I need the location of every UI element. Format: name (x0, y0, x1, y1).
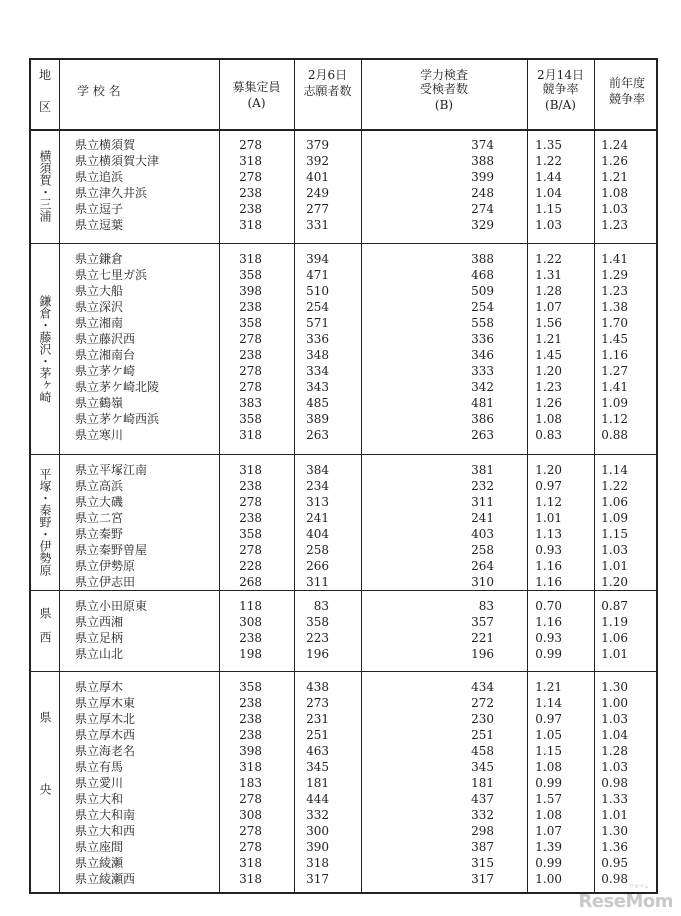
prev-ratio-value: 1.15 (601, 527, 628, 541)
header-region-2: 区 (38, 100, 51, 114)
group-divider (31, 454, 656, 455)
prev-ratio-value: 1.03 (601, 760, 628, 774)
capacity-value: 183 (239, 776, 262, 790)
school-name: 県立湘南台 (75, 348, 136, 362)
examinees-value: 374 (471, 138, 494, 152)
prev-ratio-value: 1.01 (601, 647, 628, 661)
capacity-value: 398 (239, 744, 262, 758)
capacity-value: 318 (239, 218, 262, 232)
capacity-value: 308 (239, 615, 262, 629)
examinees-value: 481 (471, 396, 494, 410)
examinees-value: 509 (471, 284, 494, 298)
examinees-value: 274 (471, 202, 494, 216)
school-name: 県立綾瀬 (75, 856, 124, 870)
capacity-value: 278 (239, 840, 262, 854)
school-name: 県立茅ケ崎 (75, 364, 136, 378)
capacity-value: 238 (239, 300, 262, 314)
school-name: 県立大磯 (75, 495, 124, 509)
prev-ratio-value: 1.36 (601, 840, 628, 854)
applicants-value: 336 (306, 332, 329, 346)
prev-ratio-value: 1.12 (601, 412, 628, 426)
region-label: 平塚・秦野・伊勢原 (38, 468, 52, 576)
group-divider (31, 671, 656, 672)
capacity-value: 358 (239, 680, 262, 694)
capacity-value: 383 (239, 396, 262, 410)
ratio-value: 1.22 (535, 154, 562, 168)
school-name: 県立平塚江南 (75, 463, 148, 477)
ratio-value: 1.01 (535, 511, 562, 525)
applicants-value: 358 (306, 615, 329, 629)
capacity-value: 278 (239, 380, 262, 394)
ratio-value: 1.26 (535, 396, 562, 410)
school-name: 県立横須賀 (75, 138, 136, 152)
ratio-value: 1.05 (535, 728, 562, 742)
applicants-value: 318 (306, 856, 329, 870)
ratio-value: 1.56 (535, 316, 562, 330)
column-divider (219, 60, 220, 892)
capacity-value: 238 (239, 712, 262, 726)
ratio-value: 1.07 (535, 300, 562, 314)
applicants-value: 571 (306, 316, 329, 330)
school-name: 県立大船 (75, 284, 124, 298)
examinees-value: 258 (471, 543, 494, 557)
watermark-caption: リセマム (629, 884, 649, 890)
prev-ratio-value: 1.03 (601, 202, 628, 216)
applicants-value: 317 (306, 872, 329, 886)
column-divider (361, 60, 362, 892)
header-ratio-1: 2月14日 (537, 68, 584, 82)
applicants-value: 348 (306, 348, 329, 362)
capacity-value: 238 (239, 479, 262, 493)
header-ratio-2: 競争率 (542, 82, 579, 96)
ratio-value: 1.08 (535, 760, 562, 774)
prev-ratio-value: 1.70 (601, 316, 628, 330)
prev-ratio-value: 1.00 (601, 696, 628, 710)
prev-ratio-value: 1.01 (601, 559, 628, 573)
school-name: 県立二宮 (75, 511, 124, 525)
capacity-value: 198 (239, 647, 262, 661)
examinees-value: 388 (471, 252, 494, 266)
applicants-value: 485 (306, 396, 329, 410)
capacity-value: 238 (239, 511, 262, 525)
capacity-value: 278 (239, 138, 262, 152)
capacity-value: 118 (239, 599, 262, 613)
applicants-value: 331 (306, 218, 329, 232)
prev-ratio-value: 1.06 (601, 631, 628, 645)
school-name: 県立鶴嶺 (75, 396, 124, 410)
capacity-value: 238 (239, 728, 262, 742)
applicants-value: 438 (306, 680, 329, 694)
examinees-value: 458 (471, 744, 494, 758)
region-label: 県央 (38, 710, 52, 855)
examinees-value: 241 (471, 511, 494, 525)
examinees-value: 468 (471, 268, 494, 282)
examinees-value: 387 (471, 840, 494, 854)
ratio-value: 1.14 (535, 696, 562, 710)
applicants-value: 394 (306, 252, 329, 266)
examinees-value: 310 (471, 575, 494, 589)
school-name: 県立愛川 (75, 776, 124, 790)
prev-ratio-value: 1.20 (601, 575, 628, 589)
examinees-value: 388 (471, 154, 494, 168)
school-name: 県立茅ケ崎西浜 (75, 412, 160, 426)
school-name: 県立大和 (75, 792, 124, 806)
capacity-value: 278 (239, 824, 262, 838)
capacity-value: 318 (239, 463, 262, 477)
header-capacity-2: (A) (247, 96, 266, 110)
applicants-value: 463 (306, 744, 329, 758)
ratio-value: 0.83 (535, 428, 562, 442)
school-name: 県立寒川 (75, 428, 124, 442)
applicants-value: 263 (306, 428, 329, 442)
capacity-value: 238 (239, 202, 262, 216)
prev-ratio-value: 1.09 (601, 396, 628, 410)
school-name: 県立秦野曽屋 (75, 543, 148, 557)
applicants-value: 332 (306, 808, 329, 822)
prev-ratio-value: 1.09 (601, 511, 628, 525)
examinees-value: 83 (478, 599, 494, 613)
examinees-value: 336 (471, 332, 494, 346)
prev-ratio-value: 1.24 (601, 138, 628, 152)
examinees-value: 342 (471, 380, 494, 394)
applicants-value: 334 (306, 364, 329, 378)
ratio-value: 0.93 (535, 631, 562, 645)
prev-ratio-value: 1.14 (601, 463, 628, 477)
ratio-value: 1.22 (535, 252, 562, 266)
ratio-value: 1.00 (535, 872, 562, 886)
examinees-value: 248 (471, 186, 494, 200)
prev-ratio-value: 1.03 (601, 543, 628, 557)
capacity-value: 278 (239, 332, 262, 346)
examinees-value: 181 (471, 776, 494, 790)
prev-ratio-value: 1.45 (601, 332, 628, 346)
prev-ratio-value: 1.33 (601, 792, 628, 806)
capacity-value: 358 (239, 412, 262, 426)
applicants-value: 313 (306, 495, 329, 509)
capacity-value: 318 (239, 856, 262, 870)
applicants-value: 510 (306, 284, 329, 298)
applicants-value: 181 (306, 776, 329, 790)
applicants-value: 384 (306, 463, 329, 477)
school-name: 県立有馬 (75, 760, 124, 774)
ratio-value: 1.21 (535, 332, 562, 346)
school-name: 県立綾瀬西 (75, 872, 136, 886)
school-name: 県立伊志田 (75, 575, 136, 589)
ratio-value: 0.99 (535, 776, 562, 790)
examinees-value: 357 (471, 615, 494, 629)
region-label: 鎌倉・藤沢・茅ヶ崎 (38, 294, 52, 403)
capacity-value: 318 (239, 428, 262, 442)
column-divider (294, 60, 295, 892)
school-name: 県立厚木 (75, 680, 124, 694)
prev-ratio-value: 0.95 (601, 856, 628, 870)
region-label: 横須賀・三浦 (38, 150, 52, 222)
ratio-value: 1.39 (535, 840, 562, 854)
applicants-value: 345 (306, 760, 329, 774)
region-label: 県西 (38, 606, 52, 655)
applicants-value: 444 (306, 792, 329, 806)
capacity-value: 238 (239, 348, 262, 362)
examinees-value: 232 (471, 479, 494, 493)
school-name: 県立大和西 (75, 824, 136, 838)
prev-ratio-value: 0.87 (601, 599, 628, 613)
school-name: 県立鎌倉 (75, 252, 124, 266)
examinees-value: 332 (471, 808, 494, 822)
applicants-value: 254 (306, 300, 329, 314)
capacity-value: 358 (239, 527, 262, 541)
capacity-value: 308 (239, 808, 262, 822)
prev-ratio-value: 1.01 (601, 808, 628, 822)
examinees-value: 264 (471, 559, 494, 573)
applicants-value: 266 (306, 559, 329, 573)
ratio-value: 1.45 (535, 348, 562, 362)
school-name: 県立西湘 (75, 615, 124, 629)
header-examinees-3: (B) (434, 98, 454, 112)
prev-ratio-value: 1.16 (601, 348, 628, 362)
school-name: 県立山北 (75, 647, 124, 661)
applicants-value: 251 (306, 728, 329, 742)
ratio-value: 1.57 (535, 792, 562, 806)
header-ratio-3: (B/A) (545, 98, 576, 112)
capacity-value: 228 (239, 559, 262, 573)
applicants-value: 223 (306, 631, 329, 645)
school-name: 県立秦野 (75, 527, 124, 541)
examinees-value: 437 (471, 792, 494, 806)
school-name: 県立厚木北 (75, 712, 136, 726)
prev-ratio-value: 0.88 (601, 428, 628, 442)
applicants-value: 471 (306, 268, 329, 282)
watermark-logo: ReseMom (578, 891, 673, 912)
school-name: 県立厚木東 (75, 696, 136, 710)
capacity-value: 318 (239, 872, 262, 886)
examinees-value: 399 (471, 170, 494, 184)
group-divider (31, 590, 656, 591)
prev-ratio-value: 1.21 (601, 170, 628, 184)
ratio-value: 0.99 (535, 647, 562, 661)
examinees-value: 346 (471, 348, 494, 362)
applicants-value: 258 (306, 543, 329, 557)
ratio-value: 0.70 (535, 599, 562, 613)
examinees-value: 317 (471, 872, 494, 886)
prev-ratio-value: 1.28 (601, 744, 628, 758)
prev-ratio-value: 1.41 (601, 252, 628, 266)
prev-ratio-value: 1.30 (601, 680, 628, 694)
group-divider (31, 243, 656, 244)
header-region-1: 地 (38, 68, 51, 82)
prev-ratio-value: 1.04 (601, 728, 628, 742)
capacity-value: 268 (239, 575, 262, 589)
capacity-value: 358 (239, 268, 262, 282)
prev-ratio-value: 1.19 (601, 615, 628, 629)
applicants-value: 389 (306, 412, 329, 426)
ratio-value: 1.07 (535, 824, 562, 838)
examinees-value: 221 (471, 631, 494, 645)
applicants-value: 231 (306, 712, 329, 726)
applicants-value: 249 (306, 186, 329, 200)
capacity-value: 278 (239, 495, 262, 509)
applicants-value: 300 (306, 824, 329, 838)
school-name: 県立座間 (75, 840, 124, 854)
applicants-value: 277 (306, 202, 329, 216)
ratio-value: 1.04 (535, 186, 562, 200)
header-applicants-2: 志願者数 (303, 84, 352, 98)
school-name: 県立追浜 (75, 170, 124, 184)
header-school: 学 校 名 (77, 84, 121, 98)
examinees-value: 558 (471, 316, 494, 330)
applicants-value: 392 (306, 154, 329, 168)
prev-ratio-value: 1.30 (601, 824, 628, 838)
school-name: 県立大和南 (75, 808, 136, 822)
applicants-value: 379 (306, 138, 329, 152)
applicants-value: 273 (306, 696, 329, 710)
school-name: 県立深沢 (75, 300, 124, 314)
examinees-value: 386 (471, 412, 494, 426)
examinees-value: 230 (471, 712, 494, 726)
ratio-value: 0.97 (535, 712, 562, 726)
ratio-value: 0.97 (535, 479, 562, 493)
examinees-value: 196 (471, 647, 494, 661)
capacity-value: 318 (239, 154, 262, 168)
results-table (29, 58, 658, 894)
ratio-value: 0.93 (535, 543, 562, 557)
capacity-value: 238 (239, 696, 262, 710)
examinees-value: 329 (471, 218, 494, 232)
examinees-value: 251 (471, 728, 494, 742)
school-name: 県立逗葉 (75, 218, 124, 232)
applicants-value: 401 (306, 170, 329, 184)
capacity-value: 318 (239, 252, 262, 266)
ratio-value: 1.35 (535, 138, 562, 152)
ratio-value: 1.23 (535, 380, 562, 394)
header-prev-1: 前年度 (608, 76, 645, 90)
prev-ratio-value: 1.29 (601, 268, 628, 282)
header-applicants-1: 2月6日 (307, 68, 348, 82)
examinees-value: 315 (471, 856, 494, 870)
prev-ratio-value: 1.08 (601, 186, 628, 200)
examinees-value: 311 (471, 495, 494, 509)
column-divider (527, 60, 528, 892)
header-capacity-1: 募集定員 (232, 80, 281, 94)
examinees-value: 403 (471, 527, 494, 541)
examinees-value: 298 (471, 824, 494, 838)
prev-ratio-value: 1.03 (601, 712, 628, 726)
examinees-value: 345 (471, 760, 494, 774)
school-name: 県立津久井浜 (75, 186, 148, 200)
school-name: 県立湘南 (75, 316, 124, 330)
prev-ratio-value: 1.26 (601, 154, 628, 168)
ratio-value: 1.15 (535, 744, 562, 758)
school-name: 県立足柄 (75, 631, 124, 645)
capacity-value: 238 (239, 631, 262, 645)
column-divider (59, 60, 60, 892)
prev-ratio-value: 1.22 (601, 479, 628, 493)
applicants-value: 234 (306, 479, 329, 493)
capacity-value: 278 (239, 364, 262, 378)
school-name: 県立茅ケ崎北陵 (75, 380, 160, 394)
applicants-value: 343 (306, 380, 329, 394)
ratio-value: 1.31 (535, 268, 562, 282)
ratio-value: 1.44 (535, 170, 562, 184)
examinees-value: 254 (471, 300, 494, 314)
capacity-value: 398 (239, 284, 262, 298)
prev-ratio-value: 1.06 (601, 495, 628, 509)
school-name: 県立逗子 (75, 202, 124, 216)
school-name: 県立海老名 (75, 744, 136, 758)
examinees-value: 263 (471, 428, 494, 442)
prev-ratio-value: 1.27 (601, 364, 628, 378)
ratio-value: 1.12 (535, 495, 562, 509)
applicants-value: 390 (306, 840, 329, 854)
ratio-value: 1.16 (535, 575, 562, 589)
school-name: 県立高浜 (75, 479, 124, 493)
ratio-value: 0.99 (535, 856, 562, 870)
school-name: 県立伊勢原 (75, 559, 136, 573)
capacity-value: 358 (239, 316, 262, 330)
examinees-value: 381 (471, 463, 494, 477)
examinees-value: 272 (471, 696, 494, 710)
capacity-value: 238 (239, 186, 262, 200)
capacity-value: 278 (239, 543, 262, 557)
prev-ratio-value: 1.23 (601, 218, 628, 232)
applicants-value: 404 (306, 527, 329, 541)
ratio-value: 1.08 (535, 412, 562, 426)
prev-ratio-value: 1.38 (601, 300, 628, 314)
ratio-value: 1.20 (535, 364, 562, 378)
capacity-value: 278 (239, 170, 262, 184)
ratio-value: 1.13 (535, 527, 562, 541)
prev-ratio-value: 1.41 (601, 380, 628, 394)
ratio-value: 1.03 (535, 218, 562, 232)
school-name: 県立七里ガ浜 (75, 268, 148, 282)
ratio-value: 1.08 (535, 808, 562, 822)
header-examinees-2: 受検者数 (419, 82, 468, 96)
ratio-value: 1.21 (535, 680, 562, 694)
capacity-value: 278 (239, 792, 262, 806)
prev-ratio-value: 0.98 (601, 872, 628, 886)
header-prev-2: 競争率 (608, 92, 645, 106)
group-divider (31, 129, 656, 131)
examinees-value: 434 (471, 680, 494, 694)
ratio-value: 1.28 (535, 284, 562, 298)
school-name: 県立小田原東 (75, 599, 148, 613)
examinees-value: 333 (471, 364, 494, 378)
prev-ratio-value: 1.23 (601, 284, 628, 298)
ratio-value: 1.16 (535, 615, 562, 629)
prev-ratio-value: 0.98 (601, 776, 628, 790)
ratio-value: 1.20 (535, 463, 562, 477)
capacity-value: 318 (239, 760, 262, 774)
school-name: 県立藤沢西 (75, 332, 136, 346)
school-name: 県立厚木西 (75, 728, 136, 742)
ratio-value: 1.15 (535, 202, 562, 216)
applicants-value: 241 (306, 511, 329, 525)
applicants-value: 196 (306, 647, 329, 661)
column-divider (594, 60, 595, 892)
header-examinees-1: 学力検査 (419, 68, 468, 82)
school-name: 県立横須賀大津 (75, 154, 160, 168)
applicants-value: 311 (306, 575, 329, 589)
applicants-value: 83 (313, 599, 329, 613)
ratio-value: 1.16 (535, 559, 562, 573)
